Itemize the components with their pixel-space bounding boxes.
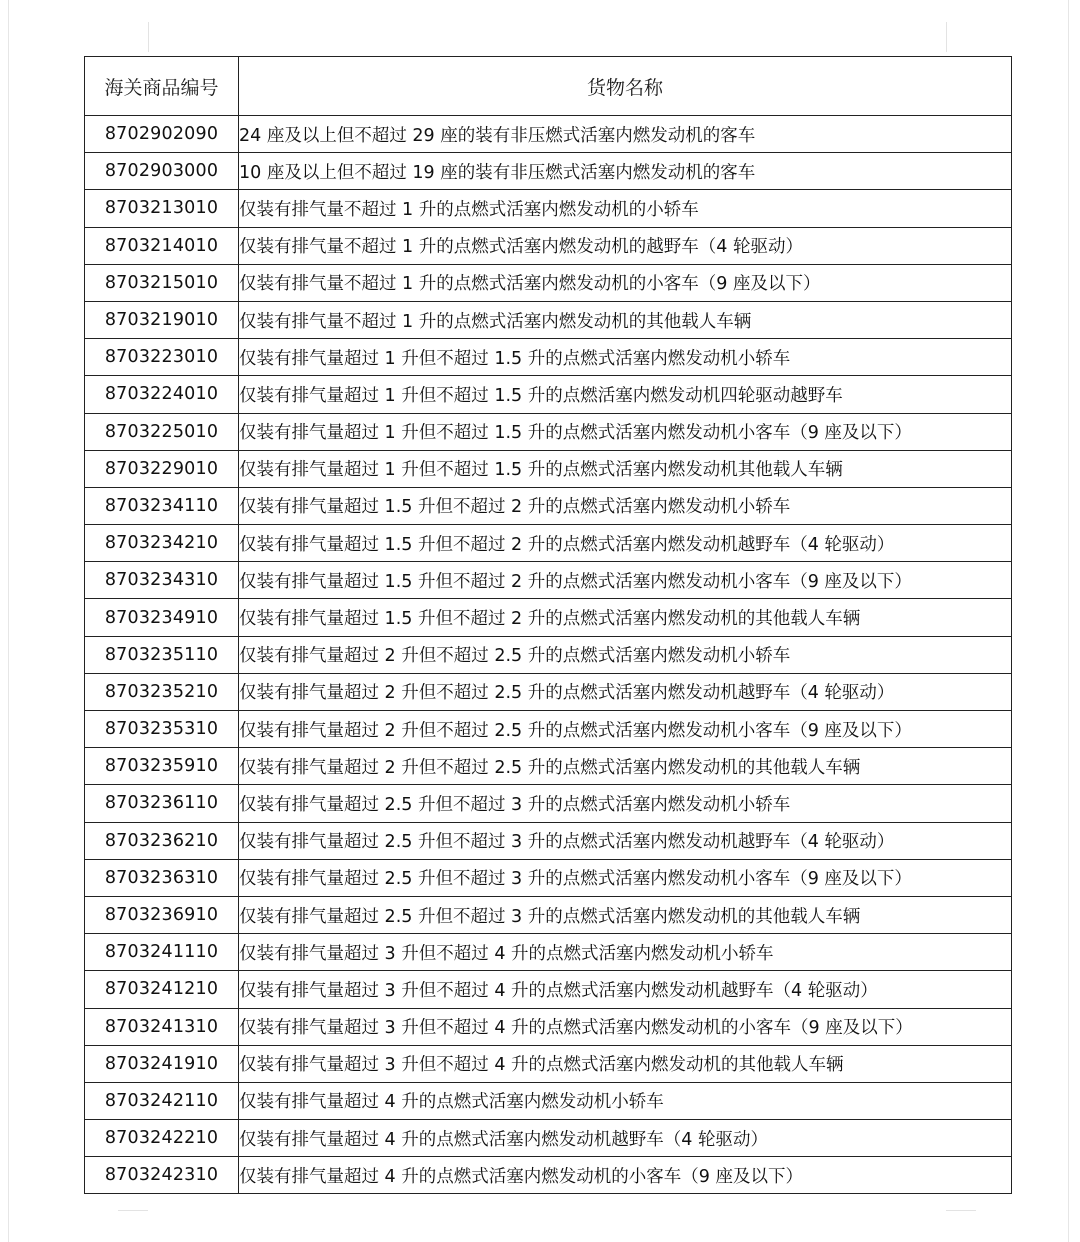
customs-code-cell: 8703241110	[85, 934, 239, 971]
customs-code-cell: 8703242110	[85, 1082, 239, 1119]
customs-code-cell: 8703223010	[85, 339, 239, 376]
crop-mark-top-left	[148, 22, 149, 52]
goods-name-cell: 仅装有排气量不超过 1 升的点燃式活塞内燃发动机的小客车（9 座及以下）	[239, 264, 1012, 301]
table-row	[85, 153, 1012, 190]
table-row	[85, 599, 1012, 636]
table-body	[85, 116, 1012, 1194]
customs-code-cell: 8703242310	[85, 1157, 239, 1194]
goods-name-cell: 仅装有排气量不超过 1 升的点燃式活塞内燃发动机的小轿车	[239, 190, 1012, 227]
table-row	[85, 748, 1012, 785]
table-row	[85, 971, 1012, 1008]
customs-code-cell: 8703215010	[85, 264, 239, 301]
page-edge-right	[1068, 0, 1069, 1242]
table-row	[85, 1045, 1012, 1082]
goods-name-cell: 仅装有排气量超过 1.5 升但不超过 2 升的点燃式活塞内燃发动机小客车（9 座及以下）	[239, 562, 1012, 599]
customs-code-cell: 8703224010	[85, 376, 239, 413]
goods-name-cell: 仅装有排气量超过 2 升但不超过 2.5 升的点燃式活塞内燃发动机小客车（9 座及以下）	[239, 711, 1012, 748]
customs-code-cell: 8703213010	[85, 190, 239, 227]
customs-code-cell: 8703235110	[85, 636, 239, 673]
crop-mark-top-right	[946, 22, 947, 52]
table-row	[85, 487, 1012, 524]
table-row	[85, 227, 1012, 264]
customs-code-cell: 8703235310	[85, 711, 239, 748]
goods-name-cell: 仅装有排气量超过 1.5 升但不超过 2 升的点燃式活塞内燃发动机越野车（4 轮驱动）	[239, 525, 1012, 562]
page-edge-left	[8, 0, 9, 1242]
goods-name-cell: 仅装有排气量超过 1 升但不超过 1.5 升的点燃式活塞内燃发动机小客车（9 座及以下）	[239, 413, 1012, 450]
customs-code-cell: 8703234310	[85, 562, 239, 599]
table-row	[85, 636, 1012, 673]
table-row	[85, 1157, 1012, 1194]
goods-name-cell: 仅装有排气量超过 1 升但不超过 1.5 升的点燃活塞内燃发动机四轮驱动越野车	[239, 376, 1012, 413]
table-row	[85, 711, 1012, 748]
goods-name-cell: 仅装有排气量不超过 1 升的点燃式活塞内燃发动机的其他载人车辆	[239, 301, 1012, 338]
table-row	[85, 116, 1012, 153]
customs-code-cell: 8703234110	[85, 487, 239, 524]
goods-name-cell: 仅装有排气量超过 2.5 升但不超过 3 升的点燃式活塞内燃发动机小轿车	[239, 785, 1012, 822]
goods-name-cell: 仅装有排气量超过 1.5 升但不超过 2 升的点燃式活塞内燃发动机的其他载人车辆	[239, 599, 1012, 636]
customs-code-cell: 8703241210	[85, 971, 239, 1008]
crop-mark-bottom-right	[946, 1210, 976, 1211]
goods-name-cell: 仅装有排气量超过 3 升但不超过 4 升的点燃式活塞内燃发动机小轿车	[239, 934, 1012, 971]
goods-name-cell: 仅装有排气量超过 3 升但不超过 4 升的点燃式活塞内燃发动机越野车（4 轮驱动）	[239, 971, 1012, 1008]
goods-name-cell: 仅装有排气量超过 1 升但不超过 1.5 升的点燃式活塞内燃发动机小轿车	[239, 339, 1012, 376]
customs-code-cell: 8703234210	[85, 525, 239, 562]
customs-code-cell: 8703241910	[85, 1045, 239, 1082]
table-row	[85, 785, 1012, 822]
goods-name-cell: 仅装有排气量超过 3 升但不超过 4 升的点燃式活塞内燃发动机的其他载人车辆	[239, 1045, 1012, 1082]
customs-code-cell: 8703219010	[85, 301, 239, 338]
table-row	[85, 562, 1012, 599]
table-row	[85, 301, 1012, 338]
table-row	[85, 376, 1012, 413]
customs-code-cell: 8703235210	[85, 673, 239, 710]
customs-code-cell: 8703234910	[85, 599, 239, 636]
table-row	[85, 450, 1012, 487]
goods-name-cell: 24 座及以上但不超过 29 座的装有非压燃式活塞内燃发动机的客车	[239, 116, 1012, 153]
goods-name-cell: 仅装有排气量超过 2 升但不超过 2.5 升的点燃式活塞内燃发动机越野车（4 轮驱动）	[239, 673, 1012, 710]
customs-code-cell: 8703236110	[85, 785, 239, 822]
table-row	[85, 339, 1012, 376]
customs-code-cell: 8703214010	[85, 227, 239, 264]
table-row	[85, 896, 1012, 933]
goods-name-cell: 仅装有排气量超过 2.5 升但不超过 3 升的点燃式活塞内燃发动机的其他载人车辆	[239, 896, 1012, 933]
table-row	[85, 1082, 1012, 1119]
goods-name-cell: 仅装有排气量超过 1.5 升但不超过 2 升的点燃式活塞内燃发动机小轿车	[239, 487, 1012, 524]
header-customs-code: 海关商品编号	[85, 57, 239, 116]
goods-name-cell: 仅装有排气量超过 1 升但不超过 1.5 升的点燃式活塞内燃发动机其他载人车辆	[239, 450, 1012, 487]
goods-name-cell: 仅装有排气量超过 3 升但不超过 4 升的点燃式活塞内燃发动机的小客车（9 座及以下）	[239, 1008, 1012, 1045]
table-row	[85, 525, 1012, 562]
goods-name-cell: 仅装有排气量不超过 1 升的点燃式活塞内燃发动机的越野车（4 轮驱动）	[239, 227, 1012, 264]
customs-code-cell: 8703236310	[85, 859, 239, 896]
customs-code-cell: 8703236910	[85, 896, 239, 933]
customs-code-cell: 8703236210	[85, 822, 239, 859]
customs-code-cell: 8703229010	[85, 450, 239, 487]
goods-name-cell: 仅装有排气量超过 4 升的点燃式活塞内燃发动机的小客车（9 座及以下）	[239, 1157, 1012, 1194]
crop-mark-bottom-left	[118, 1210, 148, 1211]
table-row	[85, 673, 1012, 710]
customs-code-cell: 8703225010	[85, 413, 239, 450]
header-goods-name: 货物名称	[239, 57, 1012, 116]
table-row	[85, 859, 1012, 896]
goods-name-cell: 10 座及以上但不超过 19 座的装有非压燃式活塞内燃发动机的客车	[239, 153, 1012, 190]
table-row	[85, 190, 1012, 227]
goods-name-cell: 仅装有排气量超过 2 升但不超过 2.5 升的点燃式活塞内燃发动机的其他载人车辆	[239, 748, 1012, 785]
customs-code-cell: 8703241310	[85, 1008, 239, 1045]
goods-name-cell: 仅装有排气量超过 2.5 升但不超过 3 升的点燃式活塞内燃发动机越野车（4 轮驱动）	[239, 822, 1012, 859]
goods-name-cell: 仅装有排气量超过 4 升的点燃式活塞内燃发动机小轿车	[239, 1082, 1012, 1119]
goods-name-cell: 仅装有排气量超过 2 升但不超过 2.5 升的点燃式活塞内燃发动机小轿车	[239, 636, 1012, 673]
goods-name-cell: 仅装有排气量超过 2.5 升但不超过 3 升的点燃式活塞内燃发动机小客车（9 座及以下）	[239, 859, 1012, 896]
customs-code-cell: 8702903000	[85, 153, 239, 190]
goods-table	[84, 56, 1012, 1194]
table-row	[85, 413, 1012, 450]
table-row	[85, 1120, 1012, 1157]
customs-code-cell: 8702902090	[85, 116, 239, 153]
table-row	[85, 934, 1012, 971]
customs-code-cell: 8703235910	[85, 748, 239, 785]
table-row	[85, 264, 1012, 301]
table-row	[85, 822, 1012, 859]
table-row	[85, 1008, 1012, 1045]
goods-name-cell: 仅装有排气量超过 4 升的点燃式活塞内燃发动机越野车（4 轮驱动）	[239, 1120, 1012, 1157]
table-header-row	[85, 57, 1012, 116]
customs-code-cell: 8703242210	[85, 1120, 239, 1157]
